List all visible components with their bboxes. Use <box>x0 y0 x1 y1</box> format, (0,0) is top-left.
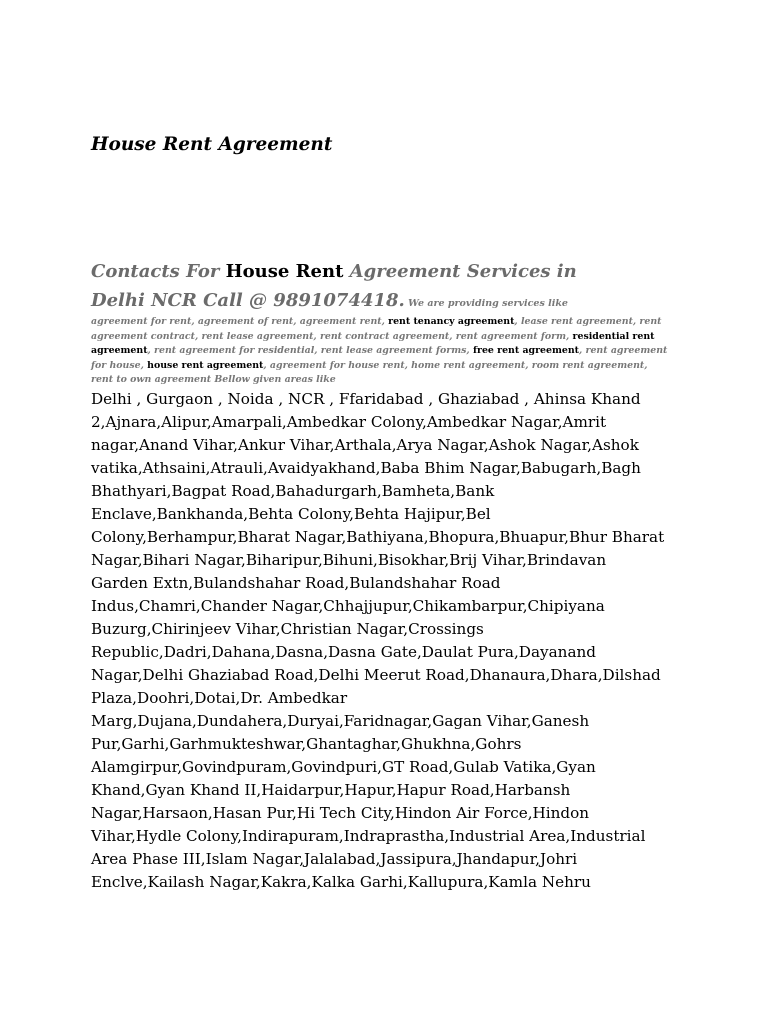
areas-line: Enclve,Kailash Nagar,Kakra,Kalka Garhi,Kallupura,Kamla Nehru <box>91 873 591 891</box>
keyword-highlight: residential rent agreement <box>91 330 655 357</box>
heading-suffix: Agreement Services in <box>343 261 577 282</box>
heading-tail: We are providing services like <box>404 298 568 309</box>
keywords-segment: , rent agreement for residential, rent lease agreement forms, <box>147 345 473 357</box>
areas-line: Alamgirpur,Govindpuram,Govindpuri,GT Road,Gulab Vatika,Gyan <box>91 758 596 776</box>
areas-line: Republic,Dadri,Dahana,Dasna,Dasna Gate,Daulat Pura,Dayanand <box>91 643 597 661</box>
areas-line: Pur,Garhi,Garhmukteshwar,Ghantaghar,Ghukhna,Gohrs <box>91 735 522 753</box>
areas-line: Bhathyari,Bagpat Road,Bahadurgarh,Bamheta,Bank <box>91 482 495 500</box>
areas-line: Khand,Gyan Khand II,Haidarpur,Hapur,Hapur Road,Harbansh <box>91 781 571 799</box>
heading-prefix: Contacts For <box>91 261 226 282</box>
areas-line: Nagar,Harsaon,Hasan Pur,Hi Tech City,Hindon Air Force,Hindon <box>91 804 590 822</box>
heading-phone-line: Delhi NCR Call @ 9891074418. <box>91 290 405 311</box>
areas-line: Delhi , Gurgaon , Noida , NCR , Ffaridabad , Ghaziabad , Ahinsa Khand <box>91 390 641 408</box>
areas-line: Enclave,Bankhanda,Behta Colony,Behta Hajipur,Bel <box>91 505 491 523</box>
areas-line: Garden Extn,Bulandshahar Road,Bulandshahar Road <box>91 574 501 592</box>
areas-line: nagar,Anand Vihar,Ankur Vihar,Arthala,Arya Nagar,Ashok Nagar,Ashok <box>91 436 639 454</box>
keyword-highlight: house rent agreement <box>147 359 264 371</box>
keywords-segment: , agreement for house rent, home rent agreement, room rent agreement, rent to own agreement Bellow given areas like <box>91 359 648 386</box>
service-areas-list <box>91 388 686 894</box>
areas-line: Colony,Berhampur,Bharat Nagar,Bathiyana,Bhopura,Bhuapur,Bhur Bharat <box>91 528 665 546</box>
areas-line: Nagar,Bihari Nagar,Biharipur,Bihuni,Bisokhar,Brij Vihar,Brindavan <box>91 551 607 569</box>
keywords-segment: agreement for rent, agreement of rent, agreement rent, <box>91 316 389 327</box>
keywords-segment: , lease rent agreement, rent agreement contract, rent lease agreement, rent contract agreement, rent agreement form, <box>91 316 662 342</box>
document-title: House Rent Agreement <box>91 134 333 155</box>
areas-line: Area Phase III,Islam Nagar,Jalalabad,Jassipura,Jhandapur,Johri <box>91 850 578 868</box>
keyword-highlight: rent tenancy agreement <box>388 316 515 327</box>
contacts-heading <box>91 257 711 315</box>
areas-line: 2,Ajnara,Alipur,Amarpali,Ambedkar Colony,Ambedkar Nagar,Amrit <box>91 413 607 431</box>
areas-line: Nagar,Delhi Ghaziabad Road,Delhi Meerut Road,Dhanaura,Dhara,Dilshad <box>91 666 661 684</box>
areas-line: Indus,Chamri,Chander Nagar,Chhajjupur,Chikambarpur,Chipiyana <box>91 597 605 615</box>
keyword-highlight: free rent agreement <box>472 345 579 357</box>
areas-line: Vihar,Hydle Colony,Indirapuram,Indraprastha,Industrial Area,Industrial <box>91 827 646 845</box>
keywords-segment: , rent agreement for house, <box>91 345 668 371</box>
areas-line: Plaza,Doohri,Dotai,Dr. Ambedkar <box>91 689 348 707</box>
areas-line: Marg,Dujana,Dundahera,Duryai,Faridnagar,Gagan Vihar,Ganesh <box>91 712 590 730</box>
keywords-paragraph <box>91 315 671 388</box>
areas-line: vatika,Athsaini,Atrauli,Avaidyakhand,Baba Bhim Nagar,Babugarh,Bagh <box>91 459 641 477</box>
areas-line: Buzurg,Chirinjeev Vihar,Christian Nagar,Crossings <box>91 620 484 638</box>
heading-emphasis: House Rent <box>225 261 344 282</box>
